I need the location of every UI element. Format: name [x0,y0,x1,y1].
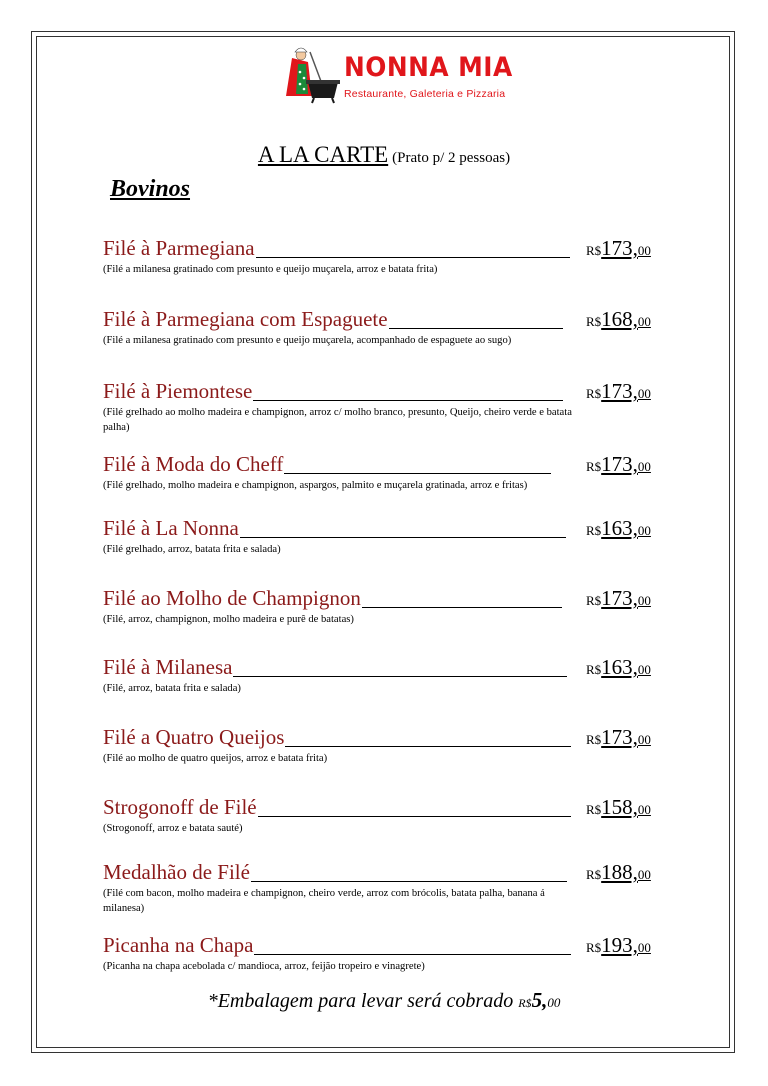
menu-item-price [586,584,651,615]
price-cents: 00 [637,940,651,955]
price-value: 173, [601,452,638,476]
menu-item-name: Filé a Quatro Queijos [103,725,285,749]
menu-item-price [586,653,651,684]
section-heading: Bovinos [110,176,191,202]
price-cents: 00 [637,732,651,747]
menu-item [103,514,663,557]
menu-item-price [586,514,651,545]
menu-item-price [586,723,651,754]
menu-item-name: Filé à Moda do Cheff [103,452,284,476]
price-cents: 00 [637,243,651,258]
menu-item-row [103,584,663,612]
menu-item-description: (Strogonoff, arroz e batata sauté) [103,823,243,834]
price-value: 193, [601,933,638,957]
price-currency: R$ [586,243,602,258]
menu-item-price [586,377,651,408]
price-currency: R$ [586,386,602,401]
price-cents: 00 [637,802,651,817]
menu-title [0,142,768,168]
menu-item-name: Medalhão de Filé [103,860,250,884]
price-cents: 00 [637,314,651,329]
menu-item-row [103,723,663,751]
menu-item [103,793,663,836]
menu-item-row [103,305,663,333]
logo-tagline: Restaurante, Galeteria e Pizzaria [344,88,506,100]
price-value: 163, [601,655,638,679]
menu-item-name: Filé à Parmegiana com Espaguete [103,307,388,331]
menu-item-name: Filé à Milanesa [103,655,233,679]
menu-item-description: (Filé, arroz, batata frita e salada) [103,683,241,694]
chef-logo-icon [282,44,342,104]
menu-item-name: Strogonoff de Filé [103,795,257,819]
menu-item-price [586,858,651,889]
menu-item-row [103,931,663,959]
menu-item-price [586,305,651,336]
price-value: 173, [601,236,638,260]
menu-item [103,858,663,916]
takeaway-cents: 00 [547,995,561,1010]
menu-item [103,377,663,435]
price-currency: R$ [586,940,602,955]
menu-item [103,653,663,696]
menu-item-row [103,793,663,821]
menu-item-name: Picanha na Chapa [103,933,254,957]
price-currency: R$ [586,459,602,474]
menu-item-name: Filé à Parmegiana [103,236,255,260]
price-cents: 00 [637,593,651,608]
price-currency: R$ [586,314,602,329]
menu-item-description: (Filé a milanesa gratinado com presunto e queijo muçarela, arroz e batata frita) [103,264,438,275]
price-currency: R$ [586,802,602,817]
price-cents: 00 [637,523,651,538]
restaurant-logo [282,44,512,106]
menu-item-price [586,793,651,824]
menu-item [103,723,663,766]
price-cents: 00 [637,662,651,677]
takeaway-currency: R$ [518,996,532,1010]
price-cents: 00 [637,459,651,474]
menu-item-description: (Filé grelhado, arroz, batata frita e salada) [103,544,281,555]
price-currency: R$ [586,732,602,747]
price-currency: R$ [586,593,602,608]
menu-item-description: (Filé, arroz, champignon, molho madeira e purê de batatas) [103,614,354,625]
price-cents: 00 [637,867,651,882]
menu-item [103,234,663,277]
menu-item [103,584,663,627]
menu-item-description: (Picanha na chapa acebolada c/ mandioca, arroz, feijão tropeiro e vinagrete) [103,961,425,972]
price-value: 173, [601,379,638,403]
menu-item-price [586,450,651,481]
price-value: 168, [601,307,638,331]
menu-item-row [103,234,663,262]
logo-name: NONNA MIA [344,52,513,83]
takeaway-note-text: *Embalagem para levar será cobrado [207,990,514,1012]
price-cents: 00 [637,386,651,401]
price-value: 173, [601,725,638,749]
menu-item-row [103,450,663,478]
menu-item-name: Filé à La Nonna [103,516,239,540]
menu-item [103,450,663,493]
price-value: 173, [601,586,638,610]
menu-item-description: (Filé grelhado ao molho madeira e champignon, arroz c/ molho branco, presunto, Queijo, cheiro verde e batata palha) [103,407,572,433]
menu-item-description: (Filé ao molho de quatro queijos, arroz e batata frita) [103,753,328,764]
takeaway-note [0,988,768,1013]
menu-item-name: Filé à Piemontese [103,379,253,403]
title-subtitle: (Prato p/ 2 pessoas) [392,150,511,166]
menu-item-description: (Filé com bacon, molho madeira e champignon, cheiro verde, arroz com brócolis, batata palha, banana á milanesa) [103,888,545,914]
price-value: 188, [601,860,638,884]
menu-item-row [103,514,663,542]
menu-item-price [586,931,651,962]
takeaway-amount: 5, [531,988,548,1012]
price-currency: R$ [586,523,602,538]
menu-item-description: (Filé grelhado, molho madeira e champignon, aspargos, palmito e muçarela gratinada, arroz e fritas) [103,480,528,491]
menu-item-name: Filé ao Molho de Champignon [103,586,361,610]
menu-item-row [103,653,663,681]
price-currency: R$ [586,867,602,882]
menu-item-row [103,858,663,886]
menu-item [103,305,663,348]
price-value: 158, [601,795,638,819]
title-main: A LA CARTE [257,142,389,167]
price-value: 163, [601,516,638,540]
price-currency: R$ [586,662,602,677]
menu-item-price [586,234,651,265]
menu-item [103,931,663,974]
menu-item-description: (Filé a milanesa gratinado com presunto e queijo muçarela, acompanhado de espaguete ao sugo) [103,335,512,346]
menu-item-row [103,377,663,405]
